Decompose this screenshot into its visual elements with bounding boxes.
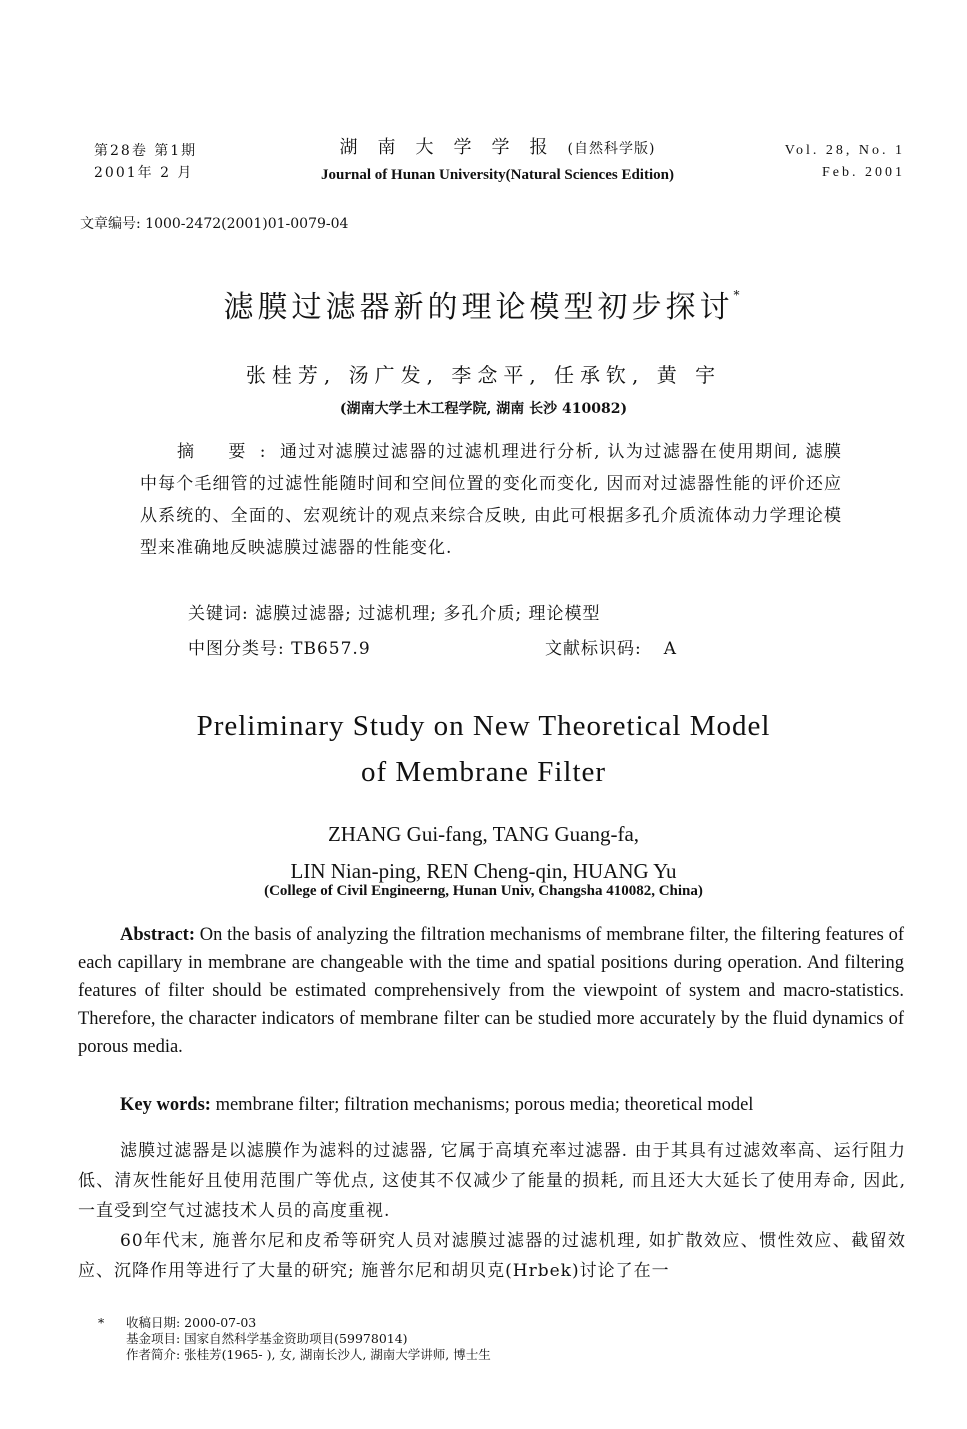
affiliation-en: (College of Civil Engineerng, Hunan Univ, Changsha 410082, China): [264, 883, 703, 899]
abstract-cn-label: 摘 要:: [176, 442, 280, 462]
authors-en-line1: ZHANG Gui-fang, TANG Guang-fa,: [327, 822, 640, 846]
classification-label: 中图分类号:: [188, 639, 285, 659]
body-paragraph-1: 滤膜过滤器是以滤膜作为滤料的过滤器, 它属于高填充率过滤器. 由于其具有过滤效率高、运行阻力低、清灰性能好且使用范围广等优点, 这使其不仅减少了能量的损耗, 而且还大大延长了使用寿命, 因此, 一直受到空气过滤技术人员的高度重视.: [78, 1141, 906, 1221]
footnote-author: 作者简介: 张桂芳(1965- ), 女, 湖南长沙人, 湖南大学讲师, 博士生: [126, 1347, 491, 1362]
footnote-received: 收稿日期: 2000-07-03: [126, 1315, 257, 1330]
title-en: [0, 703, 967, 795]
authors-en: [0, 816, 967, 890]
footnote: [98, 1315, 491, 1363]
volume-number-en: Vol. 28, No. 1: [784, 143, 905, 158]
issue-date-cn: 2001年 2 月: [94, 165, 194, 181]
volume-issue: 第28卷 第1期: [94, 143, 198, 159]
classification-value: TB657.9: [291, 639, 371, 659]
abstract-cn-text: 通过对滤膜过滤器的过滤机理进行分析, 认为过滤器在使用期间, 滤膜中每个毛细管的过滤性能随时间和空间位置的变化而变化, 因而对过滤器性能的评价还应从系统的、全面的、宏观统计的观点来综合反映, 由此可根据多孔介质流体动力学理论模型来准确地反映滤膜过滤器的性能变化.: [140, 442, 843, 558]
affiliation-cn: (湖南大学土木工程学院, 湖南 长沙 410082): [339, 401, 628, 417]
abstract-cn: [140, 436, 842, 564]
keywords-cn-label: 关键词:: [188, 604, 249, 624]
journal-masthead: [270, 136, 725, 187]
classification-code: [188, 635, 371, 663]
journal-edition-cn: (自然科学版): [567, 141, 656, 157]
title-en-line1: Preliminary Study on New Theoretical Model: [196, 710, 771, 742]
journal-name-cn: 湖南大学学报(自然科学版): [339, 137, 656, 158]
body-text: [78, 1136, 906, 1286]
article-number: 文章编号: 1000-2472(2001)01-0079-04: [80, 216, 349, 232]
journal-name-en: Journal of Hunan University(Natural Sciences Edition): [321, 167, 674, 183]
volume-info-en: [785, 140, 905, 184]
authors-cn: 张桂芳, 汤广发, 李念平, 任承钦, 黄 宇: [245, 363, 722, 387]
keywords-cn: [188, 600, 601, 628]
keywords-cn-text: 滤膜过滤器; 过滤机理; 多孔介质; 理论模型: [255, 604, 601, 624]
footnote-marker: *: [733, 288, 744, 302]
body-paragraph-2: 60年代末, 施普尔尼和皮希等研究人员对滤膜过滤器的过滤机理, 如扩散效应、惯性效应、截留效应、沉降作用等进行了大量的研究; 施普尔尼和胡贝克(Hrbek)讨论了在一: [78, 1231, 906, 1281]
doc-code-label: 文献标识码:: [545, 639, 642, 659]
title-cn: 滤膜过滤器新的理论模型初步探讨*: [223, 288, 744, 325]
abstract-en: [78, 921, 904, 1061]
footnote-mark: *: [98, 1315, 105, 1330]
doc-code-value: A: [663, 639, 678, 659]
issue-info: [94, 140, 197, 184]
issue-date-en: Feb. 2001: [822, 165, 905, 180]
title-en-line2: of Membrane Filter: [360, 756, 607, 788]
abstract-en-text: On the basis of analyzing the filtration mechanisms of membrane filter, the filtering features of each capillary in membrane are changeable with the time and spatial positions during operation. And filtering features of filter should be estimated comprehensively from the viewpoint of system and macro-statistics. Therefore, the character indicators of membrane filter can be studied more accurately by the fluid dynamics of porous media.: [78, 925, 904, 1057]
keywords-en-text: membrane filter; filtration mechanisms; porous media; theoretical model: [215, 1095, 754, 1115]
document-code: [545, 635, 677, 663]
keywords-en-label: Key words:: [120, 1095, 211, 1115]
abstract-en-label: Abstract:: [120, 925, 196, 945]
authors-en-line2: LIN Nian-ping, REN Cheng-qin, HUANG Yu: [290, 859, 677, 883]
keywords-en: [120, 1091, 910, 1119]
footnote-fund: 基金项目: 国家自然科学基金资助项目(59978014): [126, 1331, 408, 1346]
